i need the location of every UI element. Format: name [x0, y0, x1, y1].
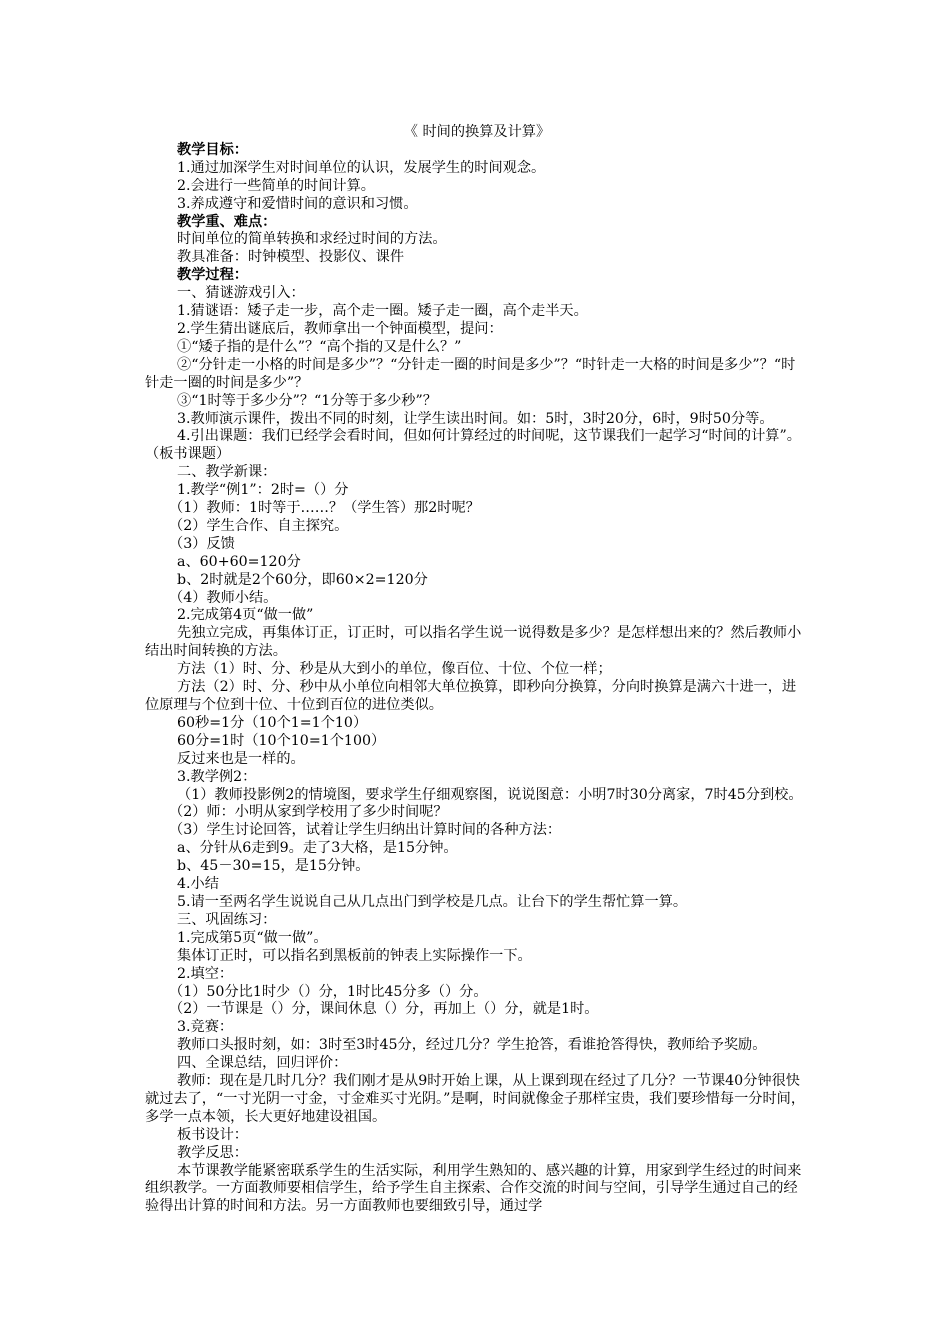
paragraph-line: 1.通过加深学生对时间单位的认识，发展学生的时间观念。 — [177, 159, 546, 176]
section-heading: 教学目标： — [177, 141, 248, 158]
paragraph-line: （3）学生讨论回答，试着让学生归纳出计算时间的各种方法： — [169, 822, 562, 839]
paragraph-line: 4.小结 — [177, 876, 219, 893]
paragraph-line: 5.请一至两名学生说说自己从几点出门到学校是几点。让台下的学生帮忙算一算。 — [177, 893, 688, 910]
paragraph-line: （1）50分比1时少（）分，1时比45分多（）分。 — [169, 983, 488, 1000]
paragraph-line: 2.学生猜出谜底后，教师拿出一个钟面模型，提问： — [177, 320, 503, 337]
paragraph-line: 一、猜谜游戏引入： — [177, 285, 305, 302]
paragraph-line: 反过来也是一样的。 — [177, 750, 305, 767]
paragraph-line: 教学反思： — [177, 1144, 248, 1161]
paragraph-line: b、2时就是2个60分，即60×2=120分 — [177, 571, 428, 588]
paragraph-line: 60秒=1分（10个1=1个10） — [177, 714, 368, 731]
paragraph-line: 60分=1时（10个10=1个100） — [177, 732, 386, 749]
paragraph-line: 集体订正时，可以指名到黑板前的钟表上实际操作一下。 — [177, 947, 532, 964]
paragraph-line: 3.教师演示课件，拨出不同的时刻，让学生读出时间。如：5时，3时20分，6时，9时50分等。 — [177, 410, 774, 427]
paragraph-line: ③“1时等于多少分”？“1分等于多少秒”？ — [177, 392, 437, 409]
paragraph-line: 教师口头报时刻，如：3时至3时45分，经过几分？学生抢答，看谁抢答得快，教师给予奖励。 — [177, 1037, 767, 1054]
paragraph-line: （3）反馈 — [169, 535, 235, 552]
paragraph-line: b、45－30=15，是15分钟。 — [177, 858, 370, 875]
paragraph-line: 时间单位的简单转换和求经过时间的方法。 — [177, 231, 447, 248]
paragraph-line: 1.完成第5页“做一做”。 — [177, 929, 328, 946]
paragraph-line: 方法（1）时、分、秒是从大到小的单位，像百位、十位、个位一样； — [177, 661, 612, 678]
paragraph-line: （1）教师：1时等于……？（学生答）那2时呢？ — [169, 500, 480, 517]
paragraph-line: （4）教师小结。 — [169, 589, 278, 606]
paragraph-line: 3.养成遵守和爱惜时间的意识和习惯。 — [177, 195, 418, 212]
paragraph-line: ②“分针走一小格的时间是多少”？“分针走一圈的时间是多少”？“时针走一大格的时间是多少”？“时针走一圈的时间是多少”？ — [145, 356, 796, 391]
paragraph-line: 3.教学例2： — [177, 768, 257, 785]
paragraph-line: （2）师：小明从家到学校用了多少时间呢？ — [169, 804, 448, 821]
paragraph-line: （2）学生合作、自主探究。 — [169, 517, 349, 534]
paragraph-line: 先独立完成，再集体订正，订正时，可以指名学生说一说得数是多少？是怎样想出来的？然后教师小结出时间转换的方法。 — [145, 625, 802, 660]
paragraph-line: ①“矮子指的是什么”？“高个指的又是什么？” — [177, 338, 462, 355]
paragraph-line: 三、巩固练习： — [177, 911, 277, 928]
paragraph-line: （1）教师投影例2的情境图，要求学生仔细观察图，说说图意：小明7时30分离家，7时45分到校。 — [177, 786, 803, 803]
paragraph-line: 3.竞赛： — [177, 1019, 234, 1036]
paragraph-line: 1.教学“例1”：2时=（）分 — [177, 482, 349, 499]
paragraph-line: 教师：现在是几时几分？我们刚才是从9时开始上课，从上课到现在经过了几分？一节课40分钟很快就过去了，“一寸光阴一寸金，寸金难买寸光阴。”是啊，时间就像金子那样宝贵，我们要珍惜每一分时间，多学一点本领，长大更好地建设祖国。 — [145, 1073, 806, 1125]
paragraph-line: 教具准备：时钟模型、投影仪、课件 — [177, 249, 405, 266]
paragraph-line: 2.填空： — [177, 965, 234, 982]
section-heading: 教学过程： — [177, 267, 248, 284]
document-title: 《 时间的换算及计算》 — [403, 124, 551, 140]
paragraph-line: 四、全课总结，回归评价： — [177, 1055, 348, 1072]
paragraph-line: a、分针从6走到9。走了3大格，是15分钟。 — [177, 840, 458, 857]
paragraph-line: 本节课教学能紧密联系学生的生活实际，利用学生熟知的、感兴趣的计算，用家到学生经过的时间来组织教学。一方面教师要相信学生，给予学生自主探索、合作交流的时间与空间，引导学生通过自己的经验得出计算的时间和方法。另一方面教师也要细致引导，通过学 — [145, 1162, 802, 1215]
paragraph-line: 1.猜谜语：矮子走一步，高个走一圈。矮子走一圈，高个走半天。 — [177, 303, 588, 320]
paragraph-line: 2.会进行一些简单的时间计算。 — [177, 177, 375, 194]
paragraph-line: 板书设计： — [177, 1126, 248, 1143]
paragraph-line: 2.完成第4页“做一做” — [177, 607, 314, 624]
paragraph-line: 4.引出课题：我们已经学会看时间，但如何计算经过的时间呢，这节课我们一起学习“时间的计算”。（板书课题） — [145, 428, 801, 463]
paragraph-line: （2）一节课是（）分，课间休息（）分，再加上（）分，就是1时。 — [169, 1001, 599, 1018]
paragraph-line: 方法（2）时、分、秒中从小单位向相邻大单位换算，即秒向分换算，分向时换算是满六十进一，进位原理与个位到十位、十位到百位的进位类似。 — [145, 679, 797, 713]
document-body — [145, 142, 809, 1216]
section-heading: 教学重、难点： — [177, 213, 277, 230]
document-page — [145, 124, 809, 1216]
paragraph-line: a、60+60=120分 — [177, 553, 301, 570]
paragraph-line: 二、教学新课： — [177, 464, 277, 481]
